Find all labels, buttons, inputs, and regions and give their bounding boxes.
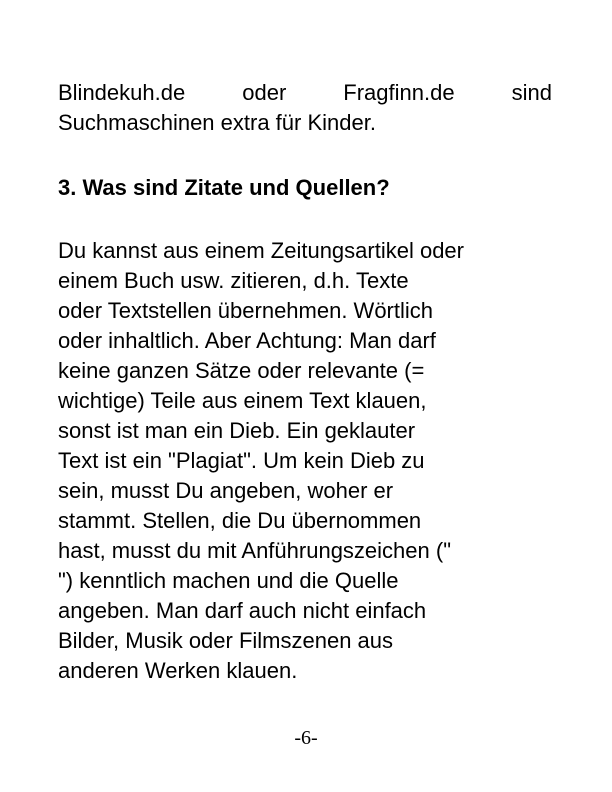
intro-line-1 [58, 78, 552, 108]
body-line: oder inhaltlich. Aber Achtung: Man darf [58, 328, 436, 353]
body-line: einem Buch usw. zitieren, d.h. Texte [58, 268, 409, 293]
body-line: sein, musst Du angeben, woher er [58, 478, 394, 503]
body-line: oder Textstellen übernehmen. Wörtlich [58, 298, 434, 323]
body-line: hast, musst du mit Anführungszeichen (" [58, 538, 452, 563]
body-line: stammt. Stellen, die Du übernommen [58, 508, 422, 533]
body-line: angeben. Man darf auch nicht einfach [58, 598, 427, 623]
body-line: anderen Werken klauen. [58, 658, 298, 683]
page-number: -6- [294, 727, 318, 749]
body-line: ") kenntlich machen und die Quelle [58, 568, 399, 593]
intro-word: oder [242, 80, 287, 105]
body-line: keine ganzen Sätze oder relevante (= [58, 358, 425, 383]
body-line: sonst ist man ein Dieb. Ein geklauter [58, 418, 416, 443]
body-line: wichtige) Teile aus einem Text klauen, [58, 388, 427, 413]
body-line: Text ist ein "Plagiat". Um kein Dieb zu [58, 448, 425, 473]
intro-word: Blindekuh.de [58, 80, 186, 105]
body-line: Bilder, Musik oder Filmszenen aus [58, 628, 394, 653]
body-line: Du kannst aus einem Zeitungsartikel oder [58, 238, 464, 263]
intro-word: sind [511, 80, 552, 105]
intro-word: Fragfinn.de [343, 80, 455, 105]
intro-line-2: Suchmaschinen extra für Kinder. [58, 110, 376, 135]
section-heading: 3. Was sind Zitate und Quellen? [58, 175, 390, 200]
